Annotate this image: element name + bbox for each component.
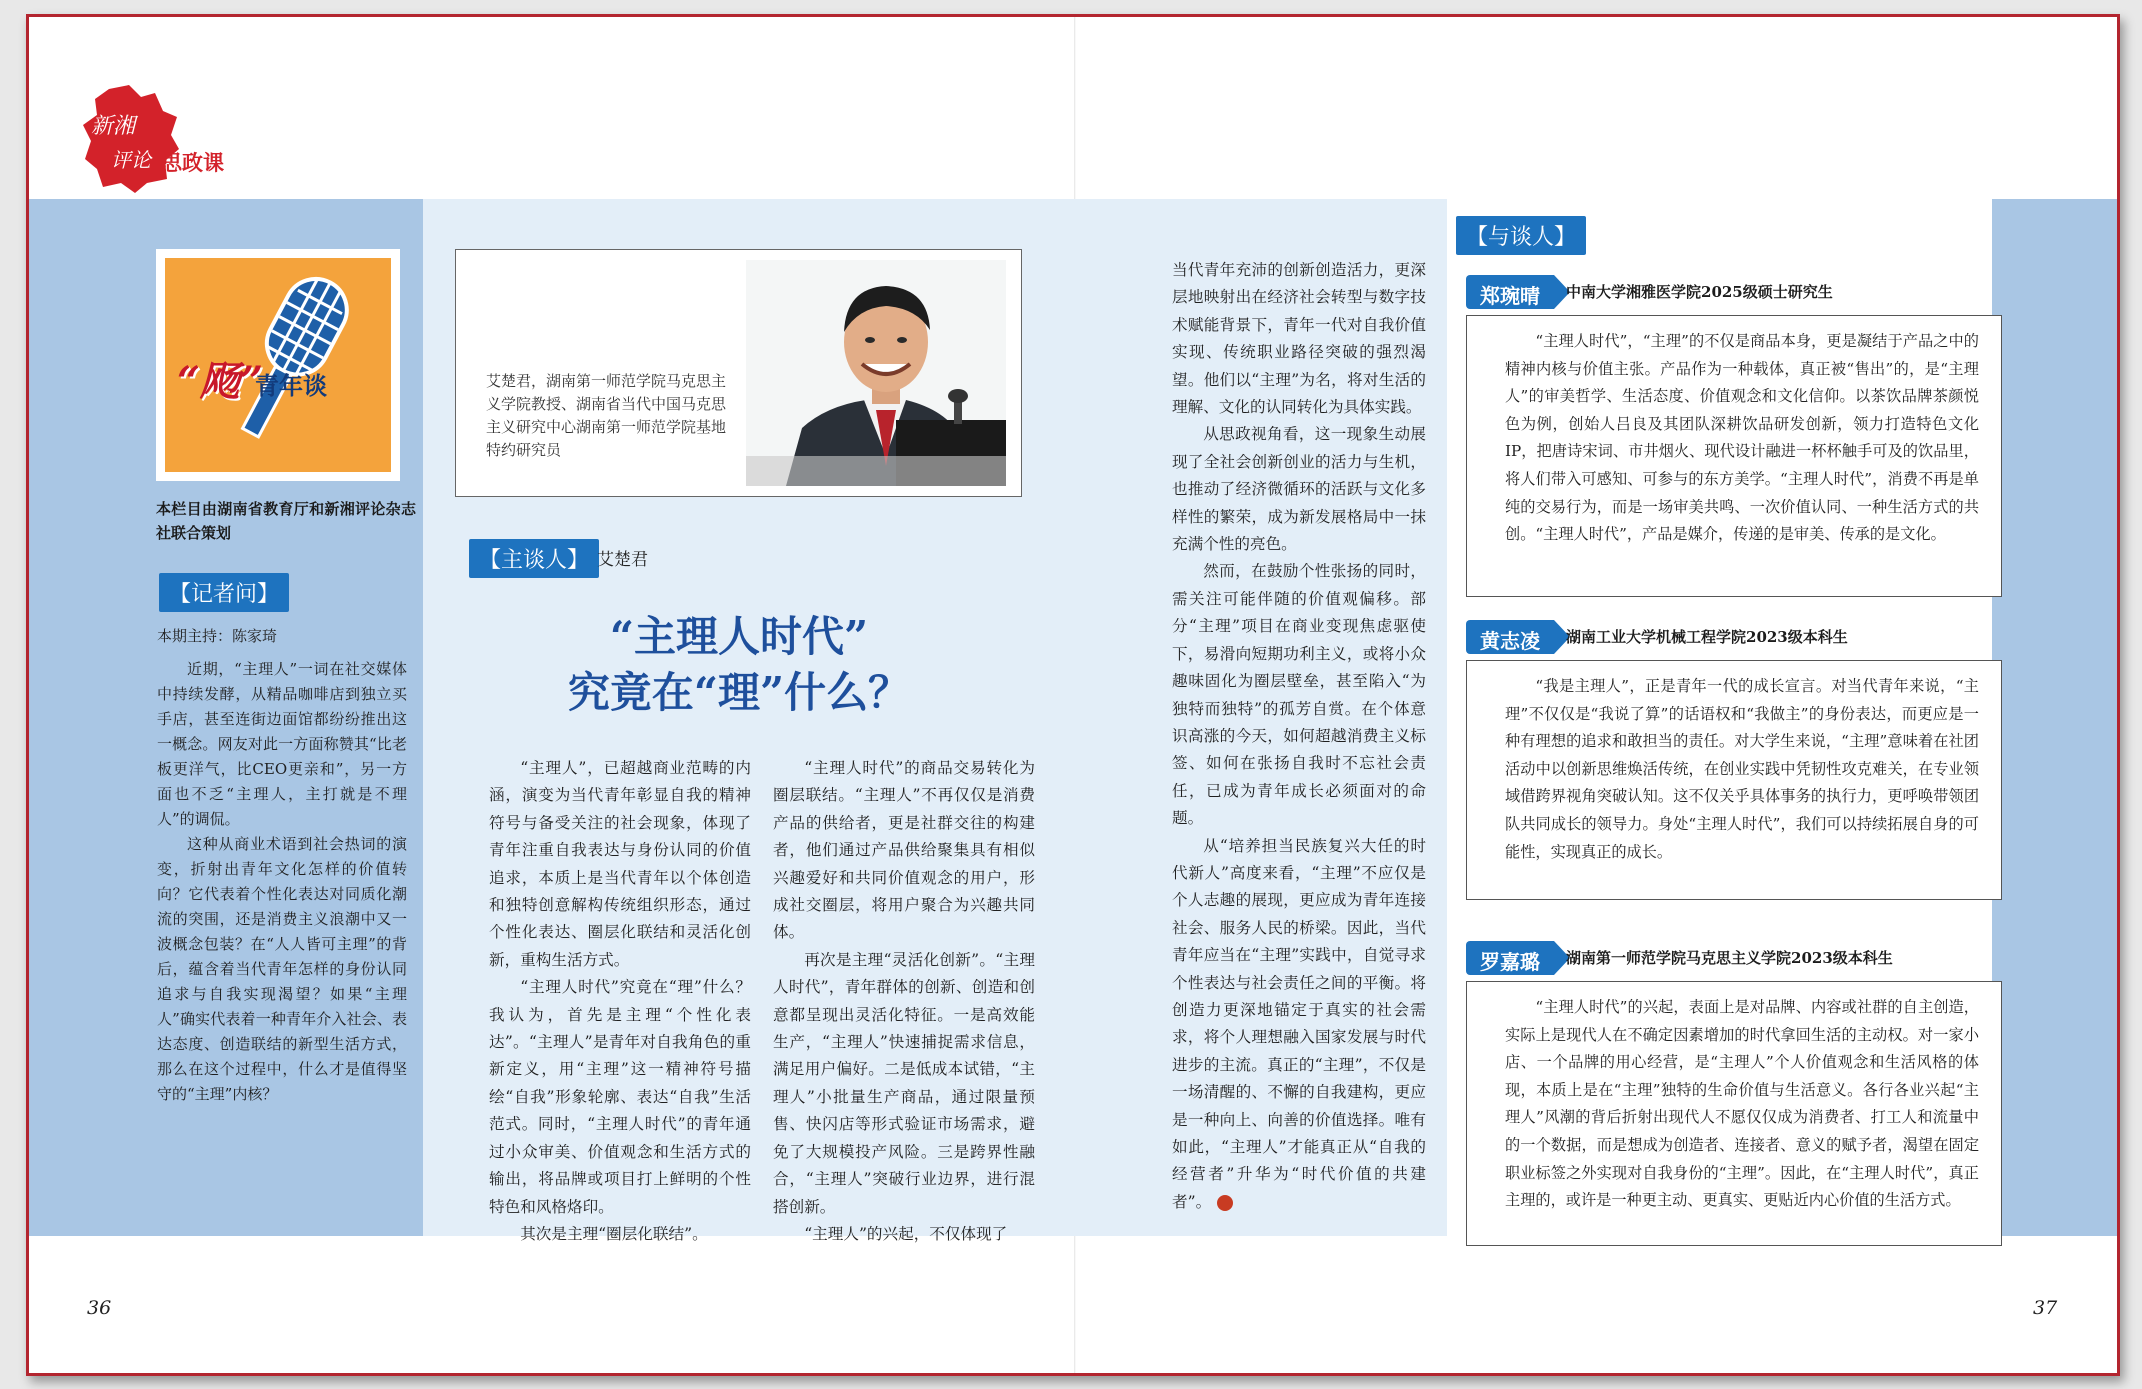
article-headline [499, 609, 979, 721]
portrait-box [455, 249, 1022, 497]
paragraph: “主理人时代”，“主理”的不仅是商品本身，更是凝结于产品之中的精神内核与价值主张。产品作为一种载体，真正被“售出”的，是“主理人”的审美哲学、生活态度、价值观念和文化信仰。以茶饮品牌茶颜悦色为例，创始人吕良及其团队深耕饮品研发创新，领力打造特色文化IP，把唐诗宋词、市井烟火、现代设计融进一杯杯触手可及的饮品里，将人们带入可感知、可参与的东方美学。“主理人时代”，消费不再是单纯的交易行为，而是一场审美共鸣、一次价值认同、一种生活方式的共创。“主理人时代”，产品是媒介，传递的是审美、传承的是文化。 [1505, 332, 1979, 544]
paragraph: 近期，“主理人”一词在社交媒体中持续发酵，从精品咖啡店到独立买手店，甚至连街边面馆都纷纷推出这一概念。网友对此一方面称赞其“比老板更洋气，比CEO更亲和”，另一方面也不乏“主理人，主打就是不理人”的调侃。 [157, 660, 407, 828]
panelist-name: 黄志凌 [1466, 620, 1554, 654]
closing-paragraph: 从“培养担当民族复兴大任的时代新人”高度来看，“主理”不应仅是个人志趣的展现，更应成为青年连接社会、服务人民的桥梁。因此，当代青年应当在“主理”实践中，自觉寻求个性表达与社会责任之间的平衡。将创造力更深地锚定于真实的社会需求，将个人理想融入国家发展与时代进步的主流。真正的“主理”，不仅是一场清醒的、不懈的自我建构，更应是一种向上、向善的价值选择。唯有如此，“主理人”才能真正从“自我的经营者”升华为“时代价值的共建者”。 [1172, 836, 1426, 1211]
page-number-right: 37 [2033, 1297, 2058, 1319]
magazine-spread [26, 14, 2120, 1376]
paragraph: 其次是主理“圈层化联结”。 [520, 1224, 708, 1243]
headline-line-1: “主理人时代” [609, 612, 869, 661]
svg-text:评论: 评论 [111, 148, 151, 172]
page-number-left: 36 [87, 1297, 112, 1319]
panelist-name: 郑琬晴 [1466, 275, 1554, 309]
main-speaker-tag: 【主谈人】 [469, 539, 599, 578]
headline-line-2: 究竟在“理”什么？ [567, 668, 911, 717]
xinxiang-logo-icon [81, 83, 181, 195]
panelist-affiliation: 湖南第一师范学院马克思主义学院2023级本科生 [1566, 949, 1893, 967]
paragraph: “主理人时代”的兴起，表面上是对品牌、内容或社群的自主创造，实际上是现代人在不确定因素增加的时代拿回生活的主动权。对一家小店、一个品牌的用心经营，是“主理人”个人价值观念和生活风格的体现，本质上是在“主理”独特的生命价值与生活意义。各行各业兴起“主理人”风潮的背后折射出现代人不愿仅仅成为消费者、打工人和流量中的一个数据，而是想成为创造者、连接者、意义的赋予者，渴望在固定职业标签之外实现对自我身份的“主理”。因此，在“主理人时代”，真正主理的，或许是一种更主动、更真实、更贴近内心价值的生活方式。 [1505, 998, 1979, 1210]
speaker-portrait-icon [746, 260, 1006, 486]
reporter-question [157, 657, 407, 1107]
paragraph: “主理人”，已超越商业范畴的内涵，演变为当代青年彰显自我的精神符号与备受关注的社会现象，体现了青年注重自我表达与身份认同的价值追求，本质上是当代青年以个体创造和独特创意解构传统组织形态，通过个性化表达、圈层化联结和灵活化创新，重构生活方式。 [489, 759, 751, 969]
column-caption: 思政课 [161, 151, 224, 175]
paragraph: 从思政视角看，这一现象生动展现了全社会创新创业的活力与生机，也推动了经济微循环的活跃与文化多样性的繁荣，成为新发展格局中一抹充满个性的亮色。 [1172, 425, 1426, 554]
portrait-photo [746, 260, 1006, 486]
paragraph: 然而，在鼓励个性张扬的同时，需关注可能伴随的价值观偏移。部分“主理”项目在商业变现焦虑驱使下，易滑向短期功利主义，或将小众趣味固化为圈层壁垒，甚至陷入“为独特而独特”的孤芳自赏。在个体意识高涨的今天，如何超越消费主义标签、如何在张扬自我时不忘社会责任，已成为青年成长必须面对的命题。 [1172, 562, 1426, 828]
column-credit: 本栏目由湖南省教育厅和新湘评论杂志社联合策划 [156, 500, 416, 542]
reporter-tag: 【记者问】 [159, 573, 289, 612]
panelist-tag: 【与谈人】 [1456, 216, 1586, 255]
panelist-statement [1466, 315, 2002, 597]
paragraph: “主理人时代”的商品交易转化为圈层联结。“主理人”不再仅仅是消费产品的供给者，更是社群交往的构建者，他们通过产品供给聚集具有相似兴趣爱好和共同价值观念的用户，形成社交圈层，将用户聚合为兴趣共同体。 [773, 759, 1035, 942]
panelist-affiliation: 中南大学湘雅医学院2025级硕士研究生 [1566, 283, 1833, 301]
paragraph: 再次是主理“灵活化创新”。“主理人时代”，青年群体的创新、创造和创意都呈现出灵活化特征。一是高效能生产，“主理人”快速捕捉需求信息，满足用户偏好。二是低成本试错，“主理人”小批量生产商品，通过限量预售、快闪店等形式验证市场需求，避免了大规模投产风险。三是跨界性融合，“主理人”突破行业边界，进行混搭创新。 [773, 950, 1035, 1216]
svg-text:新湘: 新湘 [91, 114, 136, 139]
panelist-statement [1466, 981, 2002, 1246]
paragraph: “我是主理人”，正是青年一代的成长宣言。对当代青年来说，“主理”不仅仅是“我说了算”的话语权和“我做主”的身份表达，而更应是一种有理想的追求和敢担当的责任。对大学生来说，“主理”意味着在社团活动中以创新思维焕活传统，在创业实践中凭韧性攻克难关，在专业领域借跨界视角突破认知。这不仅关乎具体事务的执行力，更呼唤带领团队共同成长的领导力。身处“主理人时代”，我们可以持续拓展自身的可能性，实现真正的成长。 [1505, 677, 1979, 861]
portrait-caption: 艾楚君，湖南第一师范学院马克思主义学院教授、湖南省当代中国马克思主义研究中心湖南第一师范学院基地特约研究员 [486, 372, 727, 459]
right-edge-band [1992, 199, 2120, 1236]
badge-subtitle: 青年谈 [255, 372, 327, 400]
paragraph: “主理人时代”究竟在“理”什么？我认为，首先是主理“个性化表达”。“主理人”是青年对自我角色的重新定义，用“主理”这一精神符号描绘“自我”形象轮廓、表达“自我”生活范式。同时，“主理人时代”的青年通过小众审美、价值观念和生活方式的输出，将品牌或项目打上鲜明的个性特色和风格烙印。 [489, 978, 751, 1216]
paragraph: 当代青年充沛的创新创造活力，更深层地映射出在经济社会转型与数字技术赋能背景下，青年一代对自我价值实现、传统职业路径突破的强烈渴望。他们以“主理”为名，将对生活的理解、文化的认同转化为具体实践。 [1172, 261, 1426, 417]
main-speaker-name: 艾楚君 [597, 550, 648, 570]
article-column-2 [773, 755, 1035, 1248]
paragraph: “主理人”的兴起，不仅体现了 [804, 1224, 1008, 1243]
badge-title: “飏” [177, 358, 264, 405]
article-column-1 [489, 755, 751, 1248]
column-badge [156, 249, 400, 481]
panelist-statement [1466, 660, 2002, 900]
paragraph [1172, 833, 1426, 1217]
panelist-name: 罗嘉璐 [1466, 941, 1554, 975]
paragraph: 这种从商业术语到社会热词的演变，折射出青年文化怎样的价值转向？它代表着个性化表达对同质化潮流的突围，还是消费主义浪潮中又一波概念包装？在“人人皆可主理”的背后，蕴含着当代青年怎样的身份认同追求与自我实现渴望？如果“主理人”确实代表着一种青年介入社会、表达态度、创造联结的新型生活方式，那么在这个过程中，什么才是值得坚守的“主理”内核？ [157, 835, 407, 1103]
host-line: 本期主持：陈家琦 [157, 627, 278, 645]
end-mark-icon [1217, 1195, 1233, 1211]
article-column-3 [1172, 257, 1426, 1216]
panelist-affiliation: 湖南工业大学机械工程学院2023级本科生 [1566, 628, 1848, 646]
